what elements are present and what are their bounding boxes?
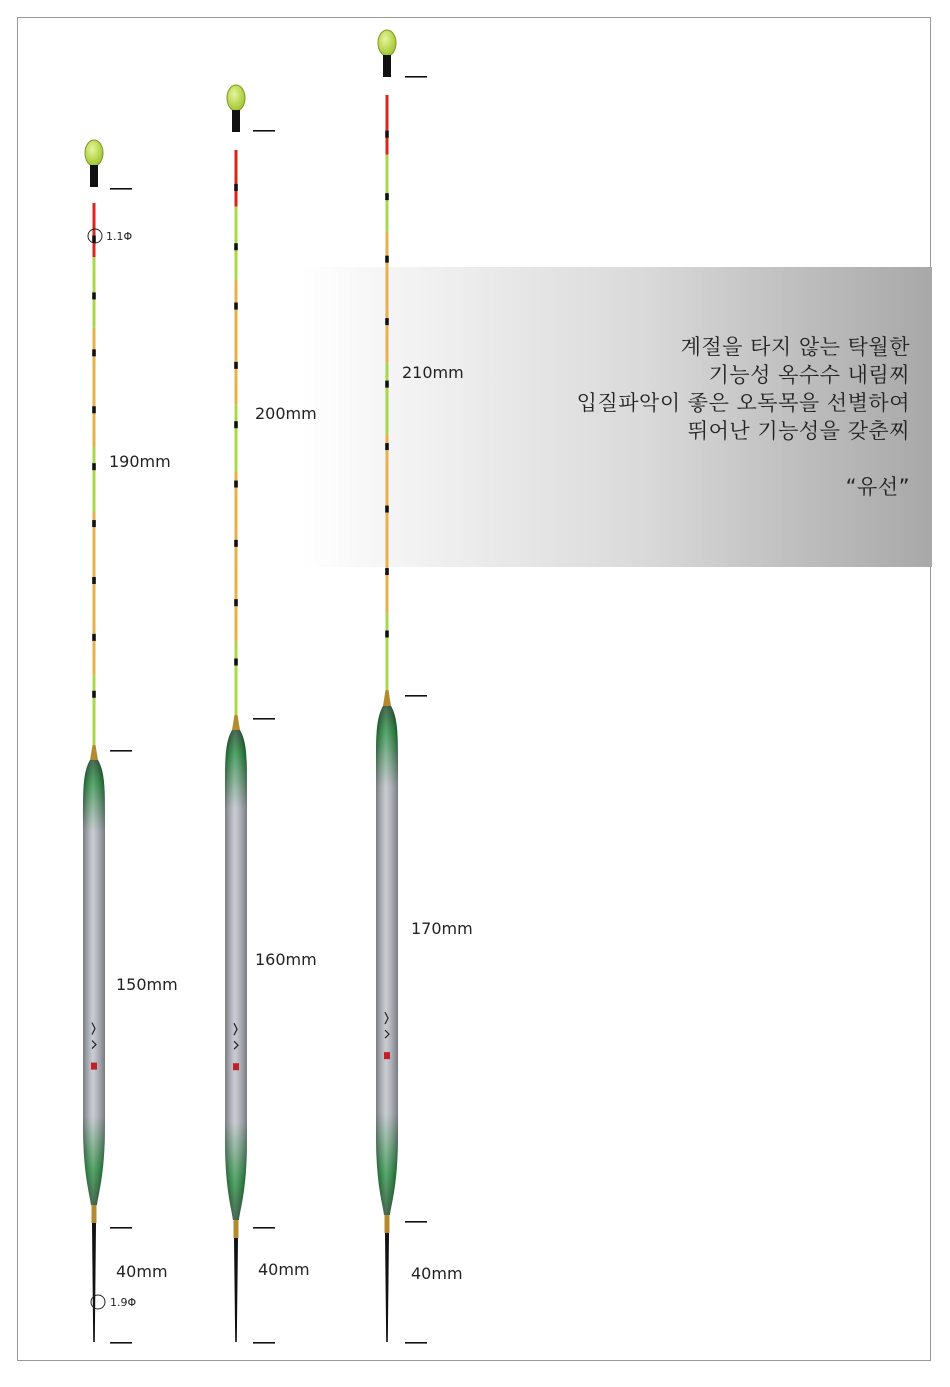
float-3-tip-ball: [378, 30, 396, 56]
float-3-band-4: [385, 318, 389, 325]
float-1-band-2: [92, 292, 96, 299]
float-2-band-4: [234, 362, 238, 369]
float-3-band-5: [385, 381, 389, 388]
float-3-band-7: [385, 506, 389, 513]
float-2-body-length: 160mm: [255, 950, 317, 969]
float-3-band-1: [385, 131, 389, 138]
float-3-neck: [383, 690, 391, 706]
description-line-4: 뛰어난 기능성을 갖춘찌: [687, 419, 910, 443]
float-2-tick-2: [253, 718, 275, 720]
float-3-tick-3: [405, 1221, 427, 1223]
float-1-red-segment: [93, 203, 96, 257]
float-1-band-6: [92, 520, 96, 527]
float-3-top-segment-3: [386, 363, 389, 434]
float-2-top-segment-4: [235, 472, 238, 642]
float-1-top-diameter: 1.1Φ: [106, 230, 133, 243]
float-1-neck: [90, 745, 98, 760]
float-3-top-segment-4: [386, 434, 389, 613]
float-2-band-8: [234, 599, 238, 606]
float-3-red-segment: [386, 95, 389, 155]
float-1-band-7: [92, 577, 96, 584]
float-1-top-segment-5: [93, 675, 96, 745]
float-1-stem-diameter: 1.9Φ: [110, 1296, 137, 1309]
float-3-body-shade: [376, 706, 398, 1215]
float-3-band-3: [385, 256, 389, 263]
float-2-top-segment-5: [235, 642, 238, 715]
float-1-top-length: 190mm: [109, 452, 171, 471]
float-1-tick-2: [110, 750, 132, 752]
float-1-band-9: [92, 691, 96, 698]
float-3-top-length: 210mm: [402, 363, 464, 382]
float-2-top-length: 200mm: [255, 404, 317, 423]
float-1-tick-3: [110, 1227, 132, 1229]
description-line-2: 기능성 옥수수 내림찌: [708, 363, 910, 387]
float-1-band-1: [92, 236, 96, 243]
float-1-tick-4: [110, 1342, 132, 1344]
float-1-body-length: 150mm: [116, 975, 178, 994]
float-2-tick-3: [253, 1227, 275, 1229]
float-1-stem-length: 40mm: [116, 1262, 168, 1281]
float-1-band-8: [92, 634, 96, 641]
float-3-band-9: [385, 631, 389, 638]
float-3-body-length: 170mm: [411, 919, 473, 938]
float-3-bottom-ring: [385, 1215, 390, 1233]
float-2-band-5: [234, 421, 238, 428]
float-2-red-segment: [235, 150, 238, 207]
float-1-top-segment-3: [93, 447, 96, 512]
description-line-3: 입질파악이 좋은 오독목을 선별하여: [576, 391, 910, 415]
float-3-tick-4: [405, 1342, 427, 1344]
float-1-band-5: [92, 463, 96, 470]
float-1-tip-ball: [85, 140, 103, 166]
float-3-top-segment-2: [386, 232, 389, 363]
float-1-top-segment-4: [93, 512, 96, 675]
float-2-band-2: [234, 243, 238, 250]
float-2-band-1: [234, 184, 238, 191]
float-2-bottom-ring: [234, 1220, 239, 1238]
float-2-top-segment-2: [235, 280, 238, 404]
float-1-tip-cap: [90, 165, 98, 187]
float-1-band-3: [92, 349, 96, 356]
float-3-band-2: [385, 193, 389, 200]
float-2-tick-4: [253, 1342, 275, 1344]
float-2-top-segment-3: [235, 404, 238, 472]
float-2-tick-1: [253, 130, 275, 132]
float-2-neck: [232, 715, 240, 730]
float-1-body-shade: [83, 760, 105, 1205]
description-line-1: 계절을 타지 않는 탁월한: [680, 335, 910, 359]
float-2-tip-cap: [232, 110, 240, 132]
float-3-tick-2: [405, 695, 427, 697]
float-3-band-8: [385, 568, 389, 575]
float-3-stem: [385, 1233, 389, 1342]
float-3-stem-length: 40mm: [411, 1264, 463, 1283]
float-2-band-9: [234, 659, 238, 666]
float-3-top-segment-5: [386, 613, 389, 690]
float-2-stem: [234, 1238, 238, 1342]
brand-name: “유선”: [845, 475, 910, 499]
float-1-tick-1: [110, 188, 132, 190]
float-3-tip-cap: [383, 55, 391, 77]
float-1-stem: [92, 1223, 96, 1342]
float-2-stem-length: 40mm: [258, 1260, 310, 1279]
float-3-seal: [384, 1052, 390, 1059]
float-2-band-6: [234, 481, 238, 488]
float-1-seal: [91, 1063, 97, 1070]
float-1-bottom-ring: [92, 1205, 97, 1223]
float-2-seal: [233, 1063, 239, 1070]
float-2-band-7: [234, 540, 238, 547]
float-2-body-shade: [225, 730, 247, 1220]
float-1-band-4: [92, 406, 96, 413]
float-1-top-segment-2: [93, 328, 96, 447]
float-2-band-3: [234, 303, 238, 310]
float-3-band-6: [385, 443, 389, 450]
float-3-tick-1: [405, 76, 427, 78]
float-2-tip-ball: [227, 85, 245, 111]
